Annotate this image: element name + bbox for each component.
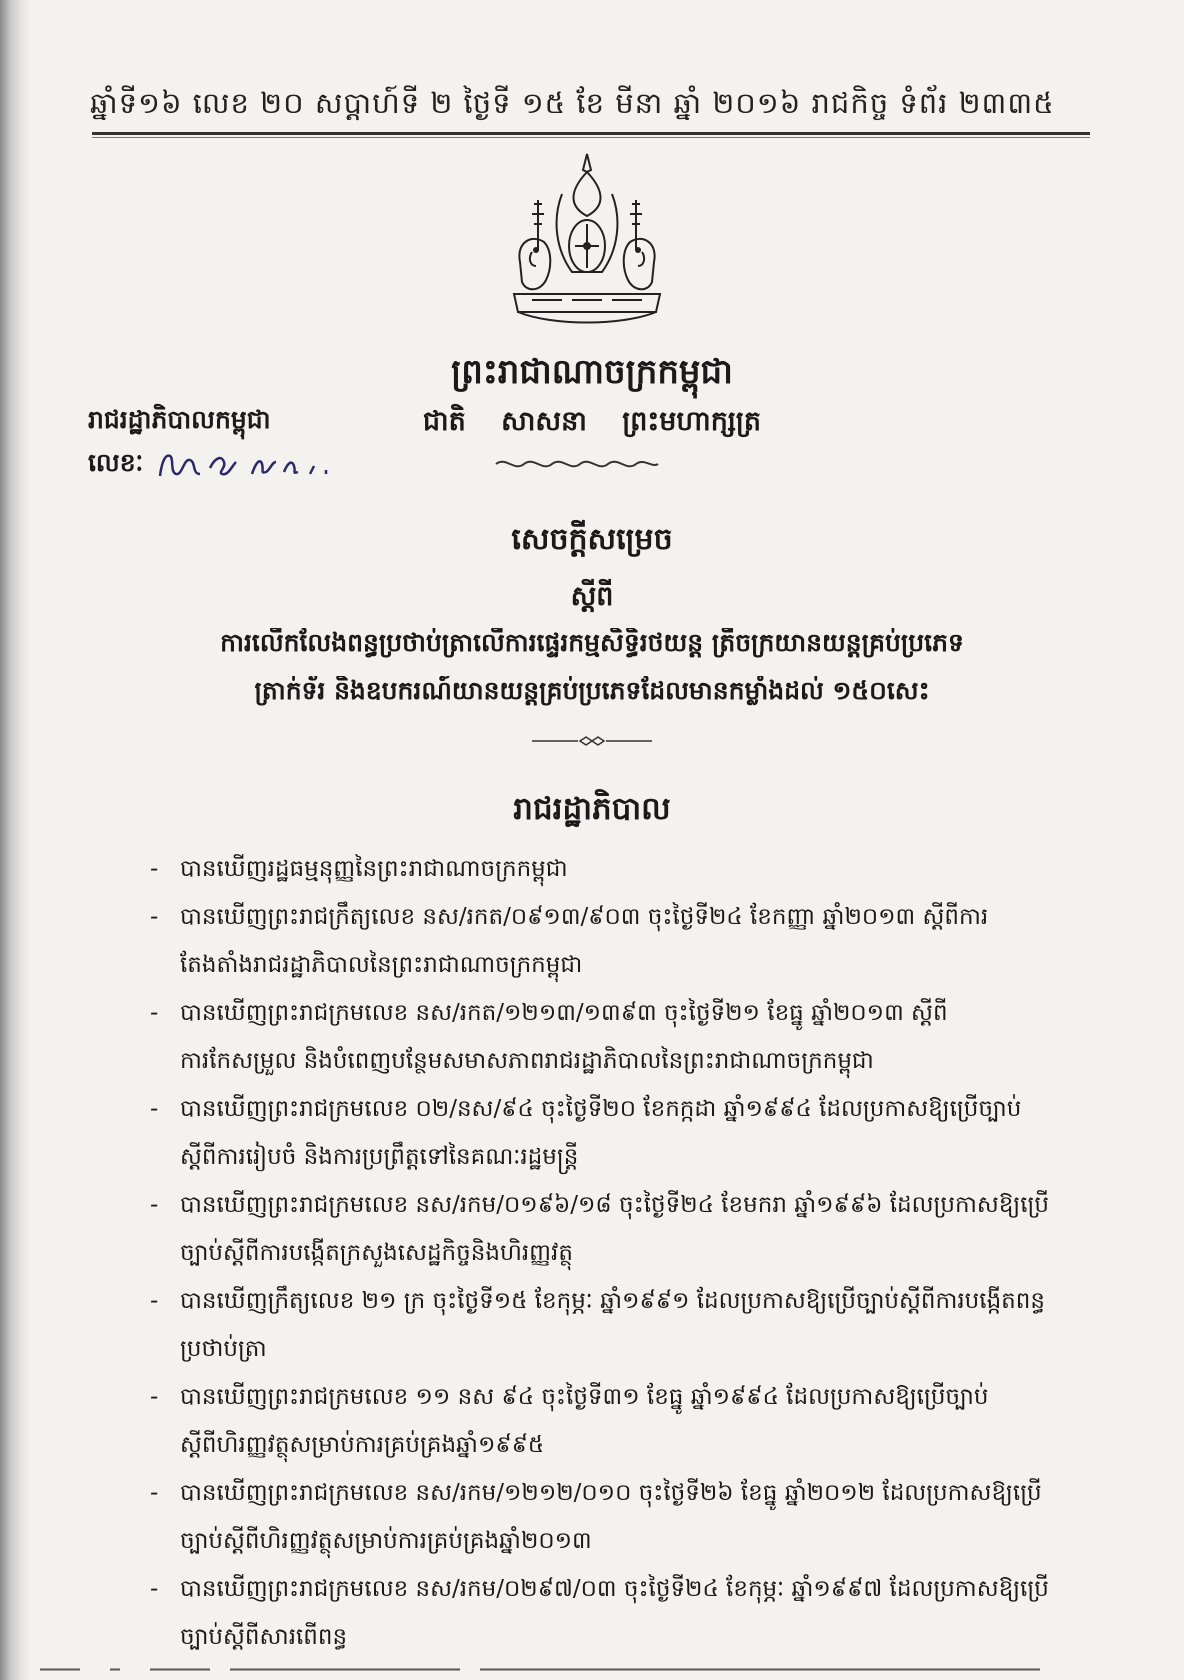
clause-text: បានឃើញព្រះរាជក្រមលេខ នស/រកម/១២១២/០១០ ចុះថ្ងៃទី២៦ ខែធ្នូ ឆ្នាំ២០១២ ដែលប្រកាសឱ្យប្រើច្បាប់ស្តីពីហិរញ្ញវត្ថុសម្រាប់ការគ្រប់គ្រងឆ្នាំ២០១៣ <box>180 1480 1042 1554</box>
preamble-clause <box>150 989 1050 1085</box>
scan-bottom-marks <box>40 1668 1040 1671</box>
section-divider <box>530 735 654 747</box>
clause-dash: - <box>150 1192 159 1218</box>
preamble-clause <box>150 1277 1050 1373</box>
preamble-clause <box>150 1565 1050 1661</box>
clause-text: បានឃើញរដ្ឋធម្មនុញ្ញនៃព្រះរាជាណាចក្រកម្ពុជា <box>180 856 568 882</box>
about-label: ស្តីពី <box>570 581 614 612</box>
clause-dash: - <box>150 1096 159 1122</box>
kingdom-title: ព្រះរាជាណាចក្រកម្ពុជា <box>451 352 733 392</box>
preamble-clause <box>150 1469 1050 1565</box>
clause-dash: - <box>150 1480 159 1506</box>
preamble-clause <box>150 1085 1050 1181</box>
national-motto: ជាតិ សាសនា ព្រះមហាក្សត្រ <box>422 406 762 437</box>
clause-text: បានឃើញព្រះរាជក្រមលេខ នស/រកម/០២៩៧/០៣ ចុះថ្ងៃទី២៤ ខែកុម្ភៈ ឆ្នាំ១៩៩៧ ដែលប្រកាសឱ្យប្រើច្បាប់ស្តីពីសារពើពន្ធ <box>180 1576 1049 1650</box>
preamble-clause <box>150 845 1050 893</box>
gazette-header: ឆ្នាំទី១៦ លេខ ២០ សប្ដាហ៍ទី ២ ថ្ងៃទី ១៥ ខែ មីនា ឆ្នាំ ២០១៦ រាជកិច្ច ទំព័រ ២៣៣៥ <box>90 86 1055 120</box>
header-rule-thin <box>92 137 1090 138</box>
clause-dash: - <box>150 1576 159 1602</box>
clause-text: បានឃើញក្រឹត្យលេខ ២១ ក្រ ចុះថ្ងៃទី១៥ ខែកុម្ភៈ ឆ្នាំ១៩៩១ ដែលប្រកាសឱ្យប្រើច្បាប់ស្តីពីការបង្កើតពន្ធប្រថាប់ត្រា <box>180 1288 1045 1362</box>
reference-label: លេខៈ <box>88 448 144 477</box>
issuer-label: រាជរដ្ឋាភិបាលកម្ពុជា <box>88 405 271 434</box>
document-type-title: សេចក្តីសម្រេច <box>511 522 673 557</box>
preamble-clause <box>150 893 1050 989</box>
clause-text: បានឃើញព្រះរាជក្រមលេខ នស/រកម/០១៩៦/១៨ ចុះថ្ងៃទី២៤ ខែមករា ឆ្នាំ១៩៩៦ ដែលប្រកាសឱ្យប្រើច្បាប់ស្តីពីការបង្កើតក្រសួងសេដ្ឋកិច្ចនិងហិរញ្ញវត្ថុ <box>180 1192 1049 1266</box>
government-heading: រាជរដ្ឋាភិបាល <box>513 791 671 827</box>
motto-ornament <box>492 456 662 472</box>
clause-dash: - <box>150 1384 159 1410</box>
preamble-clauses <box>150 845 1050 1661</box>
clause-dash: - <box>150 904 159 930</box>
clause-dash: - <box>150 856 159 882</box>
clause-text: បានឃើញព្រះរាជក្រមលេខ ០២/នស/៩៤ ចុះថ្ងៃទី២០ ខែកក្កដា ឆ្នាំ១៩៩៤ ដែលប្រកាសឱ្យប្រើច្បាប់ស្តីពីការរៀបចំ និងការប្រព្រឹត្តទៅនៃគណៈរដ្ឋមន្ត្រី <box>180 1096 1022 1170</box>
header-rule <box>92 132 1090 135</box>
preamble-clause <box>150 1373 1050 1469</box>
clause-text: បានឃើញព្រះរាជក្រមលេខ នស/រកត/១២១៣/១៣៩៣ ចុះថ្ងៃទី២១ ខែធ្នូ ឆ្នាំ២០១៣ ស្តីពីការកែសម្រួល និងបំពេញបន្ថែមសមាសភាពរាជរដ្ឋាភិបាលនៃព្រះរាជាណាចក្រកម្ពុជា <box>180 1000 948 1074</box>
reference-number <box>88 448 352 488</box>
subject-line-1: ការលើកលែងពន្ធប្រថាប់ត្រាលើការផ្ទេរកម្មសិទ្ធិរថយន្ត ត្រីចក្រយានយន្តគ្រប់ប្រភេទ <box>220 628 964 657</box>
royal-emblem <box>492 150 682 340</box>
clause-text: បានឃើញព្រះរាជក្រមលេខ ១១ នស ៩៤ ចុះថ្ងៃទី៣១ ខែធ្នូ ឆ្នាំ១៩៩៤ ដែលប្រកាសឱ្យប្រើច្បាប់ស្តីពីហិរញ្ញវត្ថុសម្រាប់ការគ្រប់គ្រងឆ្នាំ១៩៩៥ <box>180 1384 989 1458</box>
handwritten-reference-number <box>152 448 352 484</box>
clause-dash: - <box>150 1000 159 1026</box>
subject-line-2: ត្រាក់ទ័រ និងឧបករណ៍យានយន្តគ្រប់ប្រភេទដែលមានកម្លាំងដល់ ១៥០សេះ <box>254 676 930 705</box>
preamble-clause <box>150 1181 1050 1277</box>
clause-dash: - <box>150 1288 159 1314</box>
clause-text: បានឃើញព្រះរាជក្រឹត្យលេខ នស/រកត/០៩១៣/៩០៣ ចុះថ្ងៃទី២៤ ខែកញ្ញា ឆ្នាំ២០១៣ ស្តីពីការតែងតាំងរាជរដ្ឋាភិបាលនៃព្រះរាជាណាចក្រកម្ពុជា <box>180 904 989 978</box>
